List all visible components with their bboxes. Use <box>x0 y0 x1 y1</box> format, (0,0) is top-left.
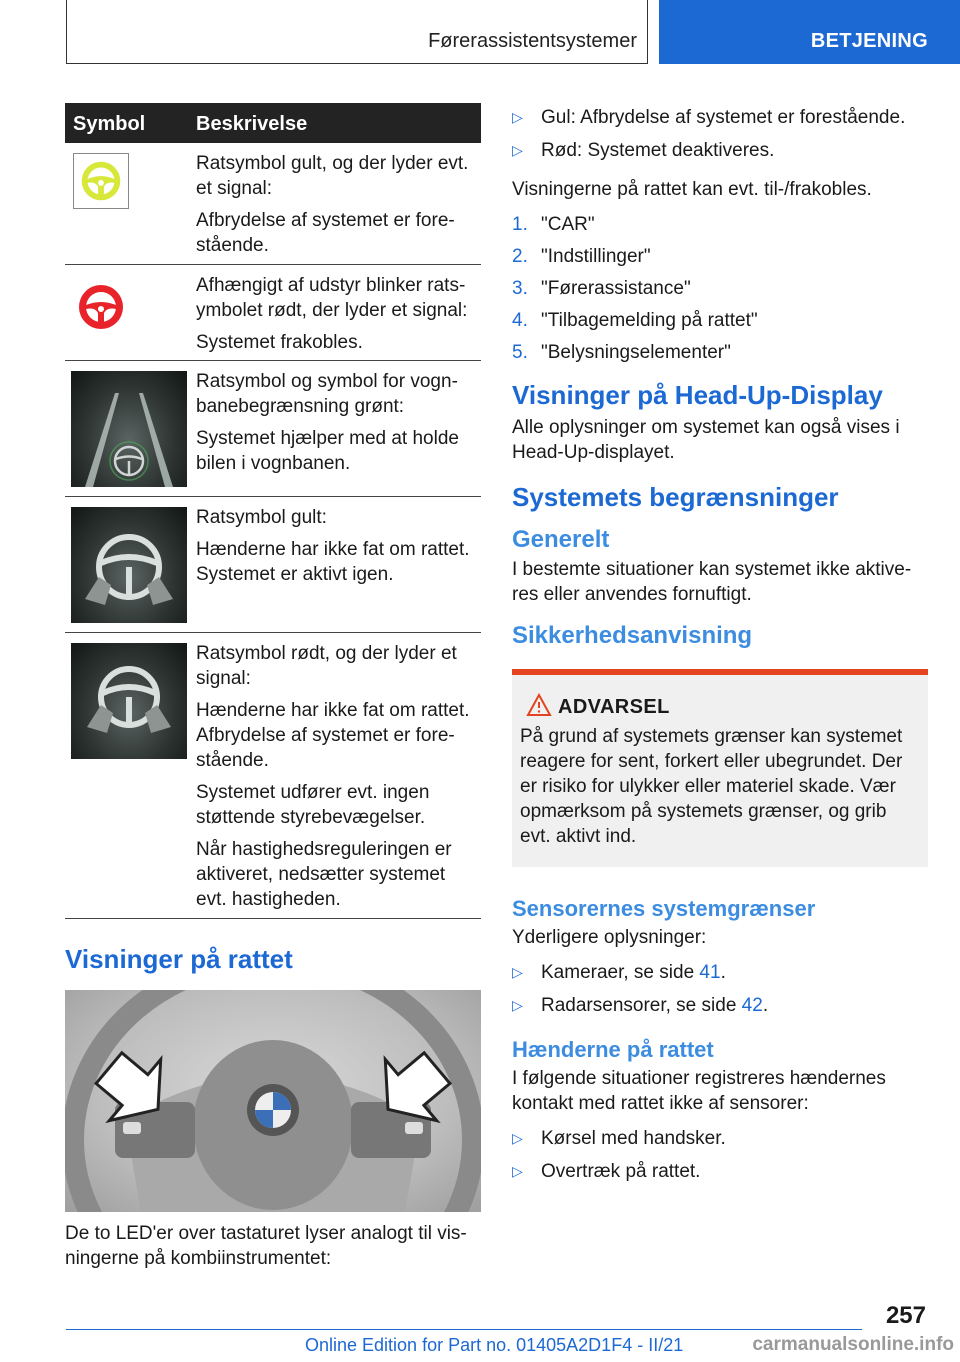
list-item: 3. "Førerassistance" <box>512 278 691 299</box>
row-text: Afhængigt af udstyr blinker ratsymbolet rødt, der lyder et signal: <box>196 275 468 321</box>
warning-triangle-icon <box>526 693 552 724</box>
hands-off-yellow-icon <box>71 507 187 623</box>
list-item: ▷ Kameraer, se side 41. <box>512 962 726 983</box>
list-item: 1. "CAR" <box>512 214 595 235</box>
general-paragraph: I bestemte situationer kan systemet ikke aktiveres eller anvendes fornuftigt. <box>512 559 912 605</box>
list-item: 4. "Tilbagemelding på rattet" <box>512 310 758 331</box>
row-text: Hænderne har ikke fat om rattet. Systemet er aktivt igen. <box>196 539 470 585</box>
hud-paragraph: Alle oplysninger om systemet kan også vises i Head-Up-displayet. <box>512 417 900 463</box>
row-text: Hænderne har ikke fat om rattet. Afbrydelse af systemet er forestående. <box>196 700 470 771</box>
symbol-table <box>65 103 481 919</box>
table-header <box>65 103 481 143</box>
section-title: BETJENING <box>810 30 928 52</box>
right-column <box>512 105 928 1192</box>
table-row <box>65 633 481 919</box>
heading-sensors: Sensorernes systemgrænser <box>512 896 816 921</box>
list-item: ▷ Kørsel med handsker. <box>512 1128 726 1149</box>
triangle-bullet-icon: ▷ <box>512 1130 523 1146</box>
row-text: Når hastighedsreguleringen er aktiveret, nedsætter systemet evt. hastigheden. <box>196 839 452 910</box>
header-section-box <box>659 0 960 64</box>
list-item: ▷ Overtræk på rattet. <box>512 1161 701 1182</box>
triangle-bullet-icon: ▷ <box>512 1163 523 1179</box>
row-text: Systemet hjælper med at holde bilen i vognbanen. <box>196 428 459 474</box>
list-item: ▷ Radarsensorer, se side 42. <box>512 995 769 1016</box>
sensors-paragraph: Yderligere oplysninger: <box>512 927 707 948</box>
toggle-paragraph: Visningerne på rattet kan evt. til-/frakobles. <box>512 179 872 200</box>
lane-keeping-green-icon <box>71 371 187 487</box>
table-row <box>65 361 481 497</box>
triangle-bullet-icon: ▷ <box>512 142 523 158</box>
list-item: ▷ Rød: Systemet deaktiveres. <box>512 140 775 161</box>
heading-hud: Visninger på Head-Up-Display <box>512 380 883 410</box>
header-symbol: Symbol <box>73 113 146 135</box>
steering-wheel-photo <box>65 990 481 1212</box>
heading-limits: Systemets begrænsninger <box>512 482 839 512</box>
steering-wheel-red-icon <box>71 279 187 340</box>
list-item: 2. "Indstillinger" <box>512 246 651 267</box>
footer-divider <box>66 1329 862 1330</box>
row-text: Ratsymbol gult: <box>196 507 327 528</box>
hands-off-red-icon <box>71 643 187 759</box>
hands-paragraph: I følgende situationer registreres hændernes kontakt med rattet ikke af sensorer: <box>512 1068 886 1114</box>
heading-general: Generelt <box>512 526 610 553</box>
page-link[interactable]: 41 <box>699 962 721 983</box>
list-item: 5. "Belysningselementer" <box>512 342 731 363</box>
heading-steering-display: Visninger på rattet <box>65 944 293 974</box>
steering-wheel-yellow-icon <box>71 153 187 214</box>
table-row <box>65 497 481 633</box>
row-text: Ratsymbol gult, og der lyder evt. et signal: <box>196 153 469 199</box>
triangle-bullet-icon: ▷ <box>512 109 523 125</box>
row-text: Afbrydelse af systemet er forestående. <box>196 210 455 256</box>
list-item: ▷ Gul: Afbrydelse af systemet er forestående. <box>512 107 906 128</box>
page-number: 257 <box>885 1302 926 1329</box>
table-row <box>65 265 481 361</box>
warning-box <box>512 669 928 867</box>
heading-safety: Sikkerhedsanvisning <box>512 622 753 649</box>
led-paragraph: De to LED'er over tastaturet lyser analogt til visningerne på kombiinstrumentet: <box>65 1223 467 1269</box>
triangle-bullet-icon: ▷ <box>512 997 523 1013</box>
chapter-title: Førerassistentsystemer <box>428 30 637 52</box>
footer-brand: carmanualsonline.info <box>752 1334 954 1355</box>
header-description: Beskrivelse <box>196 113 308 135</box>
row-text: Ratsymbol rødt, og der lyder et signal: <box>196 643 457 689</box>
row-text: Systemet udfører evt. ingen støttende styrebevægelser. <box>196 782 430 828</box>
warning-title: ADVARSEL <box>520 695 920 720</box>
page-link[interactable]: 42 <box>741 995 763 1016</box>
warning-text: På grund af systemets grænser kan systemet reagere for sent, forkert eller ubegrundet. Der er risiko for ulykker eller materiel skade. Vær opmærksom på systemets grænser, og grib evt. aktivt ind. <box>520 726 903 847</box>
table-row <box>65 143 481 265</box>
row-text: Systemet frakobles. <box>196 332 363 353</box>
triangle-bullet-icon: ▷ <box>512 964 523 980</box>
heading-hands: Hænderne på rattet <box>512 1037 714 1062</box>
row-text: Ratsymbol og symbol for vognbanebegrænsning grønt: <box>196 371 458 417</box>
footer-edition: Online Edition for Part no. 01405A2D1F4 - II/21 <box>305 1335 684 1355</box>
header-title-box <box>66 0 648 64</box>
